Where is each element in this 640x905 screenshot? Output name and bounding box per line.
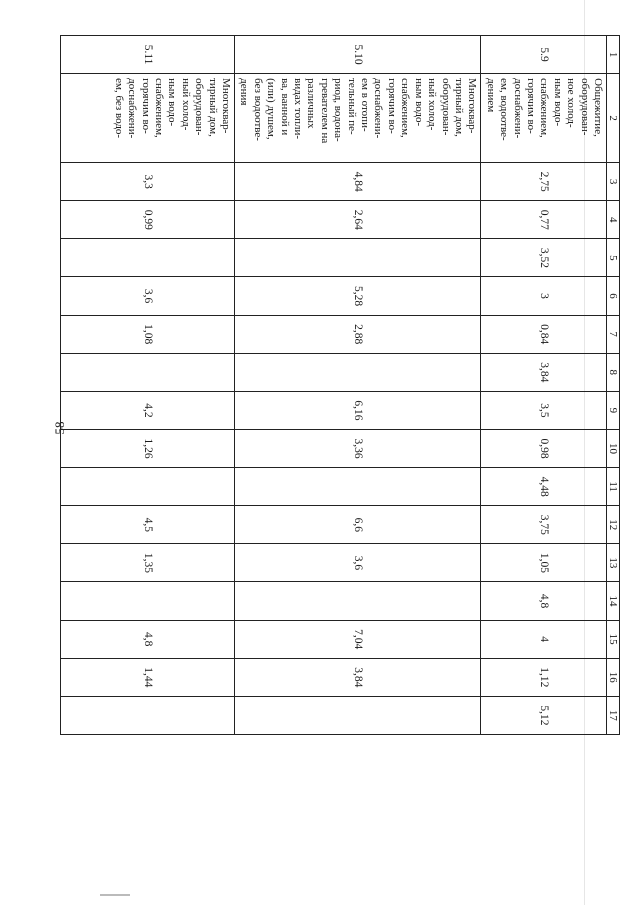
value-cell [235, 696, 481, 734]
header-cell: 2 [607, 74, 620, 163]
header-cell: 8 [607, 353, 620, 391]
table-row [481, 36, 607, 735]
header-cell: 13 [607, 544, 620, 582]
header-cell: 12 [607, 506, 620, 544]
value-cell: 0,99 [61, 201, 235, 239]
header-row [607, 36, 620, 735]
value-cell [61, 353, 235, 391]
header-cell: 15 [607, 620, 620, 658]
value-cell: 1,44 [61, 658, 235, 696]
header-cell: 4 [607, 201, 620, 239]
value-cell: 3,36 [235, 429, 481, 467]
value-cell: 4 [481, 620, 607, 658]
value-cell: 1,05 [481, 544, 607, 582]
value-cell: 1,35 [61, 544, 235, 582]
row-description: Многоквар- тирный дом, оборудован- ный холод- ным водо- снабжением, горячим во- доснабжени- ем в отопи- тельный пе- риод, водона- гревателем на различных видах топли- ва, ванной и (или) душем, без водоотве- дения [235, 74, 481, 163]
value-cell [235, 468, 481, 506]
value-cell: 3,84 [235, 658, 481, 696]
value-cell: 6,6 [235, 506, 481, 544]
value-cell: 2,75 [481, 163, 607, 201]
value-cell: 3,6 [61, 277, 235, 315]
row-description: Общежитие, оборудован- ное холод- ным водо- снабжением, горячим во- доснабжени- ем, водоотве- дением [481, 74, 607, 163]
row-description: Многоквар- тирный дом, оборудован- ный холод- ным водо- снабжением, горячим во- доснабжени- ем, без водо- [61, 74, 235, 163]
value-cell: 4,84 [235, 163, 481, 201]
value-cell: 3 [481, 277, 607, 315]
value-cell [235, 239, 481, 277]
value-cell: 1,26 [61, 429, 235, 467]
header-cell: 3 [607, 163, 620, 201]
table-row [235, 36, 481, 735]
value-cell [235, 353, 481, 391]
header-cell: 16 [607, 658, 620, 696]
value-cell: 3,6 [235, 544, 481, 582]
header-cell: 1 [607, 36, 620, 74]
value-cell: 0,98 [481, 429, 607, 467]
value-cell: 6,16 [235, 391, 481, 429]
value-cell: 2,88 [235, 315, 481, 353]
value-cell: 4,8 [61, 620, 235, 658]
value-cell: 4,5 [61, 506, 235, 544]
row-id: 5.10 [235, 36, 481, 74]
header-cell: 7 [607, 315, 620, 353]
table-row [61, 36, 235, 735]
header-cell: 14 [607, 582, 620, 620]
value-cell: 4,8 [481, 582, 607, 620]
tariff-table-container [60, 35, 620, 735]
value-cell: 4,2 [61, 391, 235, 429]
value-cell: 5,28 [235, 277, 481, 315]
value-cell [61, 582, 235, 620]
value-cell: 2,64 [235, 201, 481, 239]
value-cell [61, 468, 235, 506]
value-cell: 3,5 [481, 391, 607, 429]
header-cell: 6 [607, 277, 620, 315]
page-number: 58 [52, 421, 67, 435]
value-cell: 3,84 [481, 353, 607, 391]
value-cell: 5,12 [481, 696, 607, 734]
header-cell: 10 [607, 429, 620, 467]
row-id: 5.9 [481, 36, 607, 74]
value-cell [61, 239, 235, 277]
value-cell: 1,12 [481, 658, 607, 696]
value-cell: 3,75 [481, 506, 607, 544]
value-cell: 0,84 [481, 315, 607, 353]
value-cell: 0,77 [481, 201, 607, 239]
header-cell: 11 [607, 468, 620, 506]
header-cell: 9 [607, 391, 620, 429]
row-id: 5.11 [61, 36, 235, 74]
value-cell [61, 696, 235, 734]
scan-edge-mark [100, 894, 130, 896]
value-cell: 4,48 [481, 468, 607, 506]
value-cell [235, 582, 481, 620]
header-cell: 5 [607, 239, 620, 277]
value-cell: 1,08 [61, 315, 235, 353]
tariff-table [60, 35, 620, 735]
value-cell: 3,52 [481, 239, 607, 277]
value-cell: 3,3 [61, 163, 235, 201]
header-cell: 17 [607, 696, 620, 734]
value-cell: 7,04 [235, 620, 481, 658]
